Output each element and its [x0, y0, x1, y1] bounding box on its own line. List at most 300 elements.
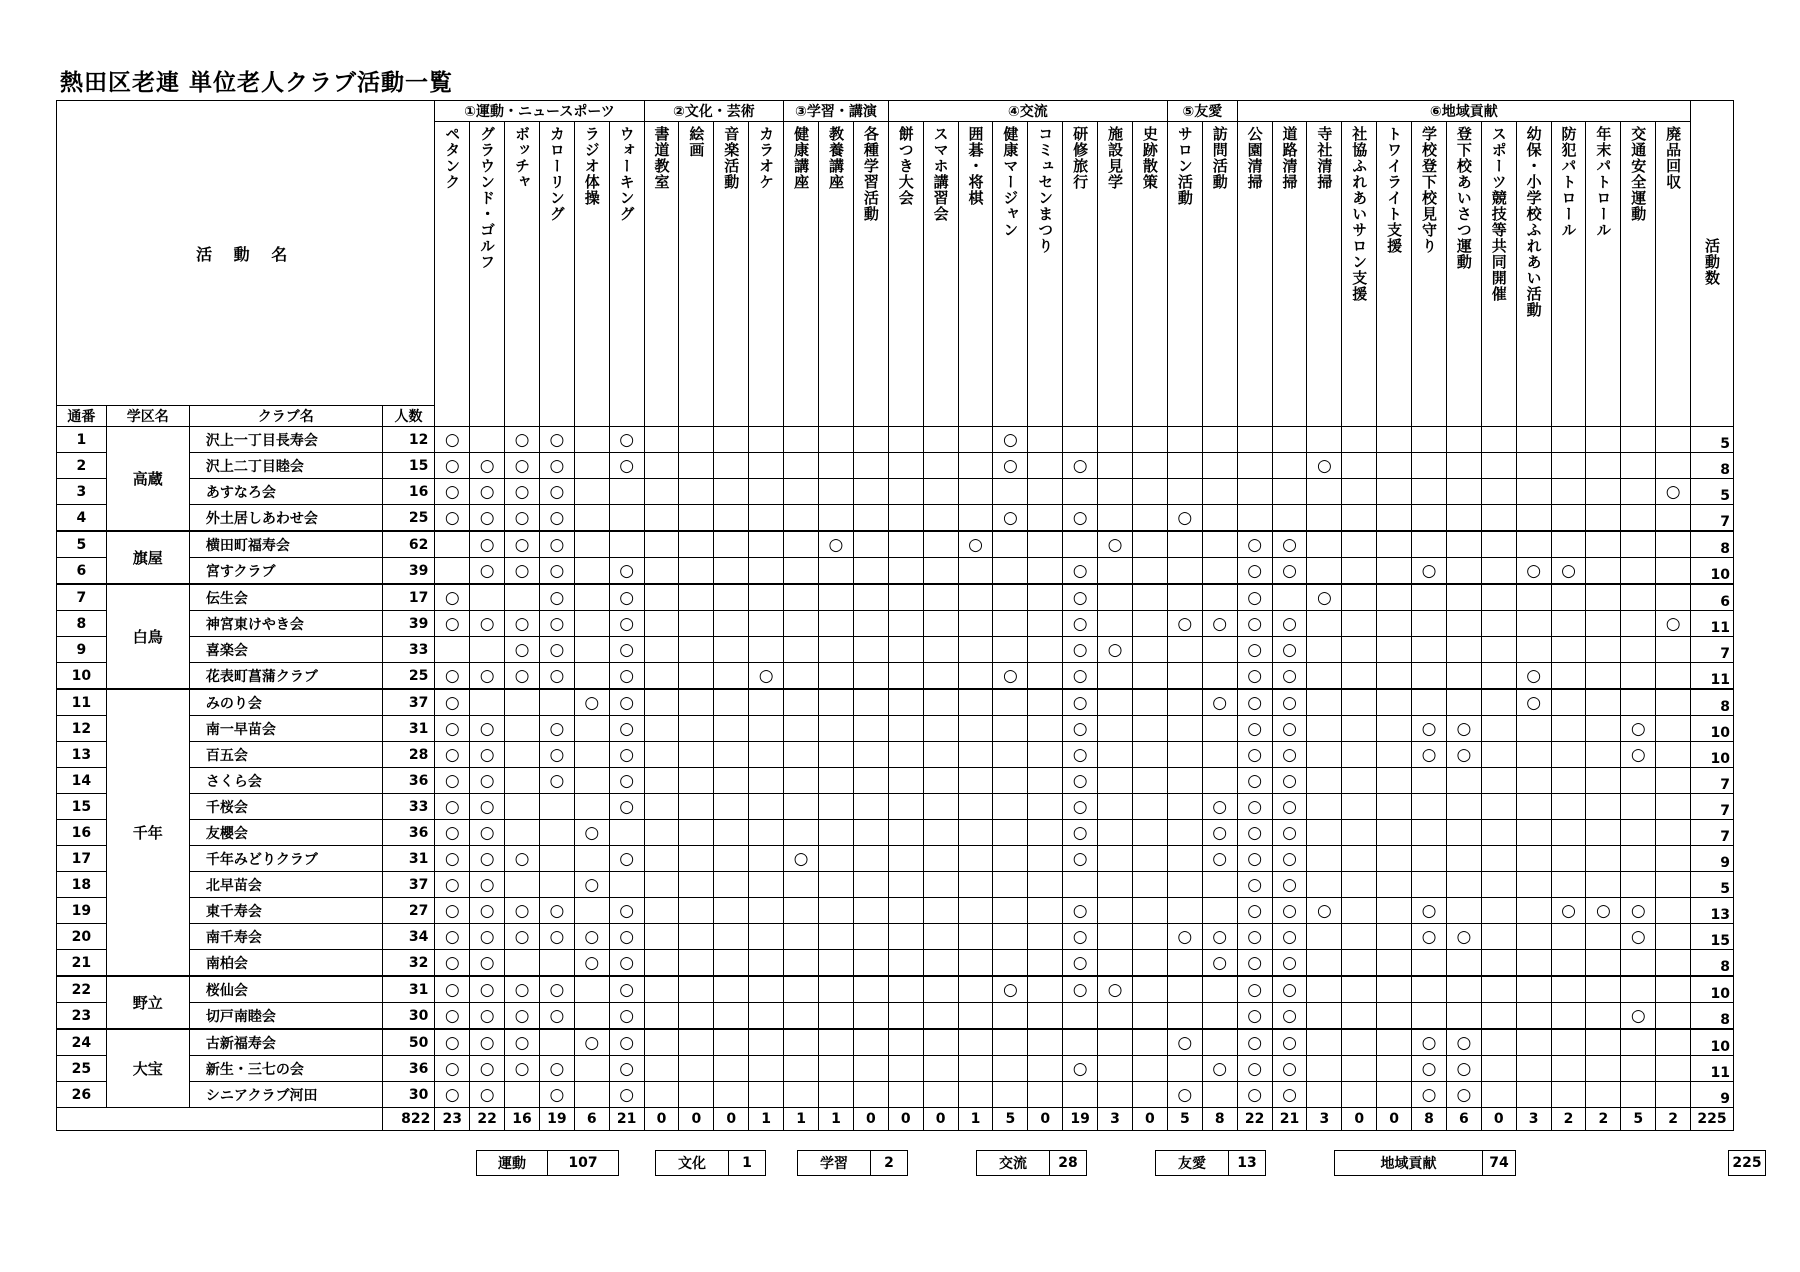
- activity-header: [1481, 122, 1516, 427]
- activity-cell: [1586, 584, 1621, 611]
- row-number: 19: [57, 898, 107, 924]
- row-activity-count: 7: [1691, 794, 1734, 820]
- activity-cell: [819, 1003, 854, 1030]
- summary-value: 74: [1489, 1155, 1509, 1171]
- activity-cell: [1167, 1056, 1202, 1082]
- activity-cell: [958, 976, 993, 1003]
- activity-total: 23: [435, 1108, 470, 1131]
- activity-cell: [644, 950, 679, 977]
- activity-cell: [1202, 716, 1237, 742]
- activity-cell: [1377, 1056, 1412, 1082]
- mark-circle-icon: ○: [1247, 587, 1263, 608]
- activity-cell: [1377, 924, 1412, 950]
- table-row: [57, 689, 1734, 716]
- mark-circle-icon: ○: [1282, 718, 1297, 739]
- activity-cell: [1516, 1056, 1551, 1082]
- club-name: 百五会: [189, 742, 382, 768]
- activity-cell: [819, 531, 854, 558]
- activity-cell: [644, 479, 679, 505]
- activity-header: [1272, 122, 1307, 427]
- activity-cell: [574, 976, 609, 1003]
- mark-circle-icon: ○: [1247, 926, 1263, 947]
- activity-cell: [1028, 742, 1063, 768]
- activity-cell: [574, 427, 609, 453]
- activity-cell: [923, 1056, 958, 1082]
- mark-circle-icon: ○: [1072, 587, 1088, 608]
- activity-cell: [1446, 505, 1481, 532]
- club-name: 東千寿会: [189, 898, 382, 924]
- activity-cell: [1272, 976, 1307, 1003]
- activity-cell: [1202, 531, 1237, 558]
- activity-header: [1028, 122, 1063, 427]
- activity-cell: [1481, 950, 1516, 977]
- activity-cell: [644, 689, 679, 716]
- mark-circle-icon: ○: [793, 848, 809, 869]
- activity-cell: [1167, 820, 1202, 846]
- activity-cell: [1237, 505, 1272, 532]
- activity-cell: [819, 846, 854, 872]
- activity-name-label: 活 動 名: [196, 244, 296, 264]
- activity-cell: [749, 716, 784, 742]
- activity-cell: [1028, 820, 1063, 846]
- mark-circle-icon: ○: [479, 848, 495, 869]
- activity-cell: [1167, 1029, 1202, 1056]
- row-number: 21: [57, 950, 107, 977]
- mark-circle-icon: ○: [619, 429, 635, 450]
- activity-total: 3: [1307, 1108, 1342, 1131]
- row-number: 5: [57, 531, 107, 558]
- mark-circle-icon: ○: [514, 1058, 530, 1079]
- activity-cell: [1237, 584, 1272, 611]
- activity-cell: [1237, 1056, 1272, 1082]
- table-row: [57, 663, 1734, 690]
- activity-cell: [749, 1003, 784, 1030]
- row-activity-count: 9: [1691, 846, 1734, 872]
- club-name: 友櫻会: [189, 820, 382, 846]
- activity-cell: [539, 531, 574, 558]
- activity-cell: [679, 531, 714, 558]
- activity-cell: [1621, 716, 1656, 742]
- mark-circle-icon: ○: [514, 560, 530, 581]
- activity-cell: [644, 976, 679, 1003]
- activity-cell: [505, 976, 540, 1003]
- activity-cell: [539, 846, 574, 872]
- table-row: [57, 558, 1734, 585]
- activity-cell: [1202, 611, 1237, 637]
- activity-header: [1098, 122, 1133, 427]
- activity-cell: [539, 505, 574, 532]
- mark-circle-icon: ○: [549, 560, 565, 581]
- activity-cell: [1132, 663, 1167, 690]
- activity-total: 5: [1621, 1108, 1656, 1131]
- activity-cell: [1098, 794, 1133, 820]
- row-activity-count: 7: [1691, 505, 1734, 532]
- activity-cell: [1446, 558, 1481, 585]
- activity-header: [1516, 122, 1551, 427]
- mark-circle-icon: ○: [479, 1084, 495, 1105]
- activity-cell: [435, 1003, 470, 1030]
- activity-cell: [1342, 505, 1377, 532]
- activity-cell: [435, 846, 470, 872]
- activity-cell: [1028, 584, 1063, 611]
- activity-cell: [1621, 427, 1656, 453]
- category-header: ④交流: [888, 101, 1167, 122]
- activity-cell: [853, 1082, 888, 1108]
- activity-cell: [644, 1029, 679, 1056]
- activity-cell: [1481, 794, 1516, 820]
- mark-circle-icon: ○: [549, 744, 565, 765]
- activity-cell: [1237, 742, 1272, 768]
- activity-cell: [1621, 950, 1656, 977]
- mark-circle-icon: ○: [1072, 900, 1088, 921]
- activity-cell: [1272, 716, 1307, 742]
- activity-total: 2: [1586, 1108, 1621, 1131]
- row-activity-count: 7: [1691, 637, 1734, 663]
- mark-circle-icon: ○: [1282, 952, 1297, 973]
- activity-label: 寺社清掃: [1315, 126, 1334, 190]
- activity-cell: [1202, 976, 1237, 1003]
- mark-circle-icon: ○: [514, 507, 530, 528]
- activity-cell: [1307, 794, 1342, 820]
- mark-circle-icon: ○: [619, 926, 635, 947]
- activity-cell: [539, 794, 574, 820]
- mark-circle-icon: ○: [1456, 718, 1472, 739]
- activity-total: 1: [958, 1108, 993, 1131]
- mark-circle-icon: ○: [1526, 692, 1542, 713]
- mark-circle-icon: ○: [479, 874, 495, 895]
- activity-cell: [1377, 872, 1412, 898]
- activity-cell: [609, 924, 644, 950]
- activity-total: 0: [644, 1108, 679, 1131]
- activity-cell: [1446, 976, 1481, 1003]
- row-number: 20: [57, 924, 107, 950]
- activity-cell: [1342, 689, 1377, 716]
- activity-label: 囲碁・将棋: [966, 126, 985, 206]
- activity-cell: [1656, 584, 1691, 611]
- activity-cell: [1063, 976, 1098, 1003]
- activity-cell: [1237, 950, 1272, 977]
- row-activity-count: 8: [1691, 453, 1734, 479]
- activity-cell: [1132, 558, 1167, 585]
- mark-circle-icon: ○: [828, 534, 844, 555]
- activity-cell: [1621, 558, 1656, 585]
- activity-cell: [749, 611, 784, 637]
- activity-cell: [1307, 716, 1342, 742]
- activity-cell: [1307, 611, 1342, 637]
- activity-cell: [644, 1082, 679, 1108]
- row-activity-count: 11: [1691, 663, 1734, 690]
- mark-circle-icon: ○: [619, 1058, 635, 1079]
- activity-cell: [1132, 820, 1167, 846]
- activity-cell: [1586, 976, 1621, 1003]
- activity-cell: [1063, 1029, 1098, 1056]
- activity-cell: [679, 453, 714, 479]
- activity-cell: [1516, 531, 1551, 558]
- activity-cell: [1307, 479, 1342, 505]
- activity-cell: [749, 950, 784, 977]
- activity-cell: [958, 453, 993, 479]
- activity-cell: [609, 716, 644, 742]
- activity-cell: [679, 1029, 714, 1056]
- activity-cell: [923, 505, 958, 532]
- activity-cell: [1412, 768, 1447, 794]
- row-number: 6: [57, 558, 107, 585]
- activity-cell: [1621, 1082, 1656, 1108]
- activity-cell: [1621, 689, 1656, 716]
- activity-cell: [714, 742, 749, 768]
- activity-cell: [609, 689, 644, 716]
- activity-cell: [609, 453, 644, 479]
- activity-cell: [1342, 924, 1377, 950]
- activity-cell: [1132, 742, 1167, 768]
- activity-cell: [853, 794, 888, 820]
- mark-circle-icon: ○: [479, 507, 495, 528]
- activity-cell: [679, 794, 714, 820]
- activity-cell: [539, 453, 574, 479]
- club-name: 切戸南睦会: [189, 1003, 382, 1030]
- club-name: さくら会: [189, 768, 382, 794]
- mark-circle-icon: ○: [1282, 560, 1297, 581]
- activity-cell: [819, 820, 854, 846]
- activity-cell: [574, 611, 609, 637]
- mark-circle-icon: ○: [1282, 874, 1297, 895]
- activity-cell: [1586, 898, 1621, 924]
- activity-cell: [1516, 427, 1551, 453]
- activity-cell: [435, 872, 470, 898]
- activity-cell: [1412, 689, 1447, 716]
- activity-cell: [539, 716, 574, 742]
- activity-cell: [1412, 924, 1447, 950]
- activity-cell: [574, 663, 609, 690]
- mark-circle-icon: ○: [549, 507, 565, 528]
- activity-cell: [1202, 768, 1237, 794]
- activity-cell: [993, 505, 1028, 532]
- activity-cell: [888, 479, 923, 505]
- mark-circle-icon: ○: [1247, 770, 1263, 791]
- district-cell: 旗屋: [106, 531, 189, 584]
- activity-cell: [1516, 1082, 1551, 1108]
- activity-cell: [1412, 427, 1447, 453]
- activity-cell: [784, 427, 819, 453]
- mark-circle-icon: ○: [514, 455, 530, 476]
- activity-cell: [1551, 898, 1586, 924]
- activity-cell: [1621, 1003, 1656, 1030]
- activity-cell: [539, 637, 574, 663]
- row-activity-count: 8: [1691, 950, 1734, 977]
- category-header: ⑥地域貢献: [1237, 101, 1690, 122]
- mark-circle-icon: ○: [1072, 822, 1088, 843]
- member-count: 36: [382, 1056, 435, 1082]
- activity-cell: [1586, 531, 1621, 558]
- mark-circle-icon: ○: [619, 665, 635, 686]
- activity-cell: [470, 663, 505, 690]
- activity-cell: [1656, 742, 1691, 768]
- activity-cell: [1063, 820, 1098, 846]
- activity-cell: [993, 1082, 1028, 1108]
- activity-cell: [888, 1082, 923, 1108]
- activity-cell: [1656, 637, 1691, 663]
- activity-cell: [1028, 1003, 1063, 1030]
- summary-box: [976, 1150, 1087, 1176]
- activity-cell: [923, 976, 958, 1003]
- activity-cell: [539, 1003, 574, 1030]
- activity-cell: [993, 846, 1028, 872]
- activity-cell: [1621, 1029, 1656, 1056]
- summary-label: 運動: [477, 1151, 548, 1175]
- mark-circle-icon: ○: [1456, 1084, 1472, 1105]
- activity-cell: [958, 479, 993, 505]
- activity-cell: [609, 663, 644, 690]
- mark-circle-icon: ○: [1072, 979, 1088, 1000]
- activity-cell: [1307, 427, 1342, 453]
- activity-cell: [1028, 768, 1063, 794]
- activity-cell: [714, 531, 749, 558]
- activity-cell: [609, 1056, 644, 1082]
- activity-cell: [679, 924, 714, 950]
- activity-header: [1167, 122, 1202, 427]
- summary-label: 交流: [977, 1151, 1050, 1175]
- activity-cell: [1586, 611, 1621, 637]
- activity-cell: [1516, 479, 1551, 505]
- activity-label: スマホ講習会: [931, 126, 950, 222]
- activity-cell: [1272, 611, 1307, 637]
- activity-cell: [679, 872, 714, 898]
- activity-cell: [1098, 1056, 1133, 1082]
- row-number: 10: [57, 663, 107, 690]
- activity-cell: [1377, 689, 1412, 716]
- mark-circle-icon: ○: [444, 770, 460, 791]
- table-row: [57, 742, 1734, 768]
- activity-cell: [888, 1029, 923, 1056]
- activity-cell: [1307, 689, 1342, 716]
- activity-cell: [1412, 794, 1447, 820]
- activity-label: 音楽活動: [722, 126, 741, 190]
- summary-box: [476, 1150, 619, 1176]
- row-number: 2: [57, 453, 107, 479]
- activity-cell: [1446, 1082, 1481, 1108]
- activity-cell: [574, 558, 609, 585]
- mark-circle-icon: ○: [1282, 848, 1297, 869]
- grand-total-box: 225: [1728, 1150, 1766, 1176]
- row-activity-count: 11: [1691, 611, 1734, 637]
- activity-cell: [1551, 584, 1586, 611]
- activity-cell: [470, 558, 505, 585]
- mark-circle-icon: ○: [1421, 1058, 1437, 1079]
- member-count: 12: [382, 427, 435, 453]
- activity-cell: [1621, 663, 1656, 690]
- activity-cell: [1551, 794, 1586, 820]
- activity-cell: [1202, 1003, 1237, 1030]
- mark-circle-icon: ○: [1072, 718, 1088, 739]
- mark-circle-icon: ○: [444, 718, 460, 739]
- activity-cell: [1656, 689, 1691, 716]
- activity-cell: [1202, 846, 1237, 872]
- activity-cell: [539, 1029, 574, 1056]
- member-count: 36: [382, 768, 435, 794]
- mark-circle-icon: ○: [1247, 822, 1263, 843]
- activity-cell: [714, 1056, 749, 1082]
- mark-circle-icon: ○: [479, 1032, 495, 1053]
- activity-cell: [679, 689, 714, 716]
- activity-cell: [1098, 689, 1133, 716]
- mark-circle-icon: ○: [1247, 1058, 1263, 1079]
- row-number: 25: [57, 1056, 107, 1082]
- row-activity-count: 10: [1691, 558, 1734, 585]
- mark-circle-icon: ○: [549, 665, 565, 686]
- activity-cell: [1586, 1082, 1621, 1108]
- activity-cell: [923, 479, 958, 505]
- activity-cell: [1202, 663, 1237, 690]
- activity-cell: [1063, 872, 1098, 898]
- member-count: 39: [382, 611, 435, 637]
- activity-cell: [714, 584, 749, 611]
- activity-cell: [1621, 898, 1656, 924]
- activity-cell: [1272, 1056, 1307, 1082]
- activity-cell: [714, 794, 749, 820]
- activity-cell: [470, 531, 505, 558]
- activity-cell: [1551, 1029, 1586, 1056]
- mark-circle-icon: ○: [1526, 560, 1542, 581]
- activity-cell: [1132, 637, 1167, 663]
- activity-cell: [470, 716, 505, 742]
- club-name: 横田町福寿会: [189, 531, 382, 558]
- activity-cell: [1132, 427, 1167, 453]
- activity-cell: [505, 663, 540, 690]
- activity-cell: [1412, 453, 1447, 479]
- activity-cell: [1063, 1082, 1098, 1108]
- activity-cell: [1272, 768, 1307, 794]
- row-activity-count: 5: [1691, 427, 1734, 453]
- activity-cell: [435, 558, 470, 585]
- activity-header: [1307, 122, 1342, 427]
- activity-cell: [1028, 898, 1063, 924]
- activity-cell: [574, 1003, 609, 1030]
- activity-cell: [1272, 820, 1307, 846]
- activity-cell: [1167, 479, 1202, 505]
- activity-cell: [993, 1029, 1028, 1056]
- mark-circle-icon: ○: [1072, 455, 1088, 476]
- activity-cell: [888, 794, 923, 820]
- member-count: 27: [382, 898, 435, 924]
- activity-cell: [1446, 427, 1481, 453]
- activity-label: 社協ふれあいサロン支援: [1350, 126, 1369, 302]
- mark-circle-icon: ○: [549, 481, 565, 502]
- activity-cell: [1516, 768, 1551, 794]
- activity-cell: [888, 950, 923, 977]
- activity-cell: [993, 531, 1028, 558]
- activity-cell: [1342, 846, 1377, 872]
- activity-cell: [1307, 558, 1342, 585]
- activity-cell: [644, 820, 679, 846]
- activity-cell: [1307, 768, 1342, 794]
- activity-cell: [1132, 794, 1167, 820]
- activity-cell: [888, 768, 923, 794]
- mark-circle-icon: ○: [514, 665, 530, 686]
- activity-total: 0: [1132, 1108, 1167, 1131]
- activity-cell: [1481, 898, 1516, 924]
- activity-cell: [784, 976, 819, 1003]
- activity-cell: [644, 768, 679, 794]
- activity-cell: [819, 427, 854, 453]
- activity-cell: [1202, 505, 1237, 532]
- activity-cell: [1167, 1003, 1202, 1030]
- club-name: 南柏会: [189, 950, 382, 977]
- activity-label: 学校登下校見守り: [1419, 126, 1438, 254]
- activity-cell: [714, 976, 749, 1003]
- mark-circle-icon: ○: [514, 979, 530, 1000]
- activity-cell: [1342, 584, 1377, 611]
- activity-header: [853, 122, 888, 427]
